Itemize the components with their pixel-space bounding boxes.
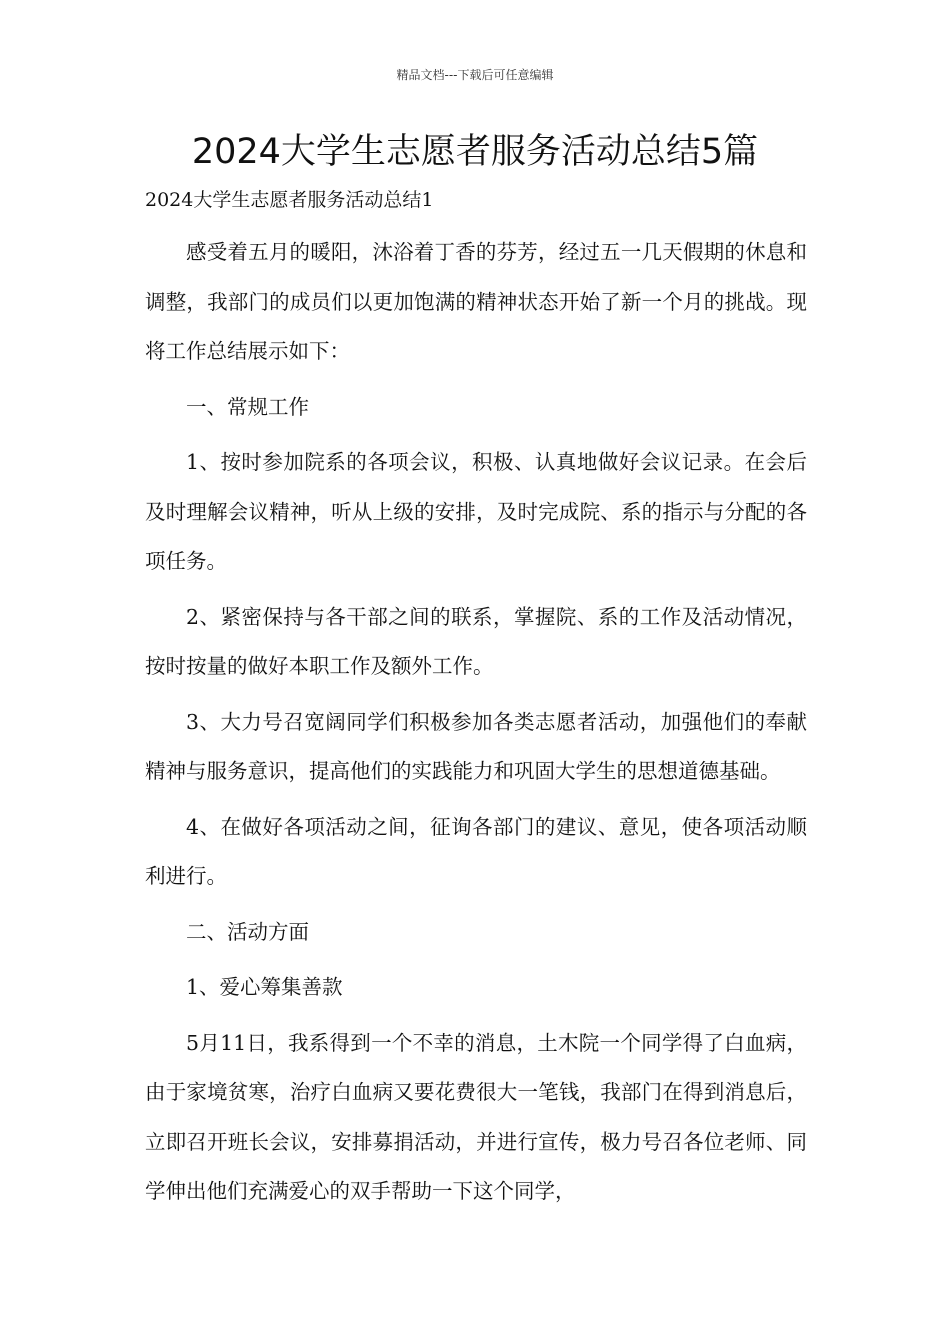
header-note: 精品文档---下载后可任意编辑 xyxy=(396,68,554,82)
intro-paragraph: 感受着五月的暖阳，沐浴着丁香的芬芳，经过五一几天假期的休息和调整，我部门的成员们以更加饱满的精神状态开始了新一个月的挑战。现将工作总结展示如下： xyxy=(145,240,807,363)
fundraising-paragraph: 5月11日，我系得到一个不幸的消息，土木院一个同学得了白血病，由于家境贫寒，治疗白血病又要花费很大一笔钱，我部门在得到消息后，立即召开班长会议，安排募捐活动，并进行宣传，极力号召各位老师、同学伸出他们充满爱心的双手帮助一下这个同学， xyxy=(145,1030,807,1203)
body-text xyxy=(145,228,807,1223)
list-item-2: 2、紧密保持与各干部之间的联系，掌握院、系的工作及活动情况，按时按量的做好本职工作及额外工作。 xyxy=(145,604,807,678)
subsection-heading-fundraising: 1、爱心筹集善款 xyxy=(186,975,343,999)
list-item-4: 4、在做好各项活动之间，征询各部门的建议、意见，使各项活动顺利进行。 xyxy=(145,814,807,888)
document-title: 2024大学生志愿者服务活动总结5篇 xyxy=(191,132,759,172)
list-item-1: 1、按时参加院系的各项会议，积极、认真地做好会议记录。在会后及时理解会议精神，听从上级的安排，及时完成院、系的指示与分配的各项任务。 xyxy=(145,450,807,573)
section-subtitle: 2024大学生志愿者服务活动总结1 xyxy=(145,189,434,211)
section-heading-activities: 二、活动方面 xyxy=(186,919,309,944)
section-heading-routine-work: 一、常规工作 xyxy=(186,394,309,419)
list-item-3: 3、大力号召宽阔同学们积极参加各类志愿者活动，加强他们的奉献精神与服务意识，提高他们的实践能力和巩固大学生的思想道德基础。 xyxy=(145,709,807,783)
